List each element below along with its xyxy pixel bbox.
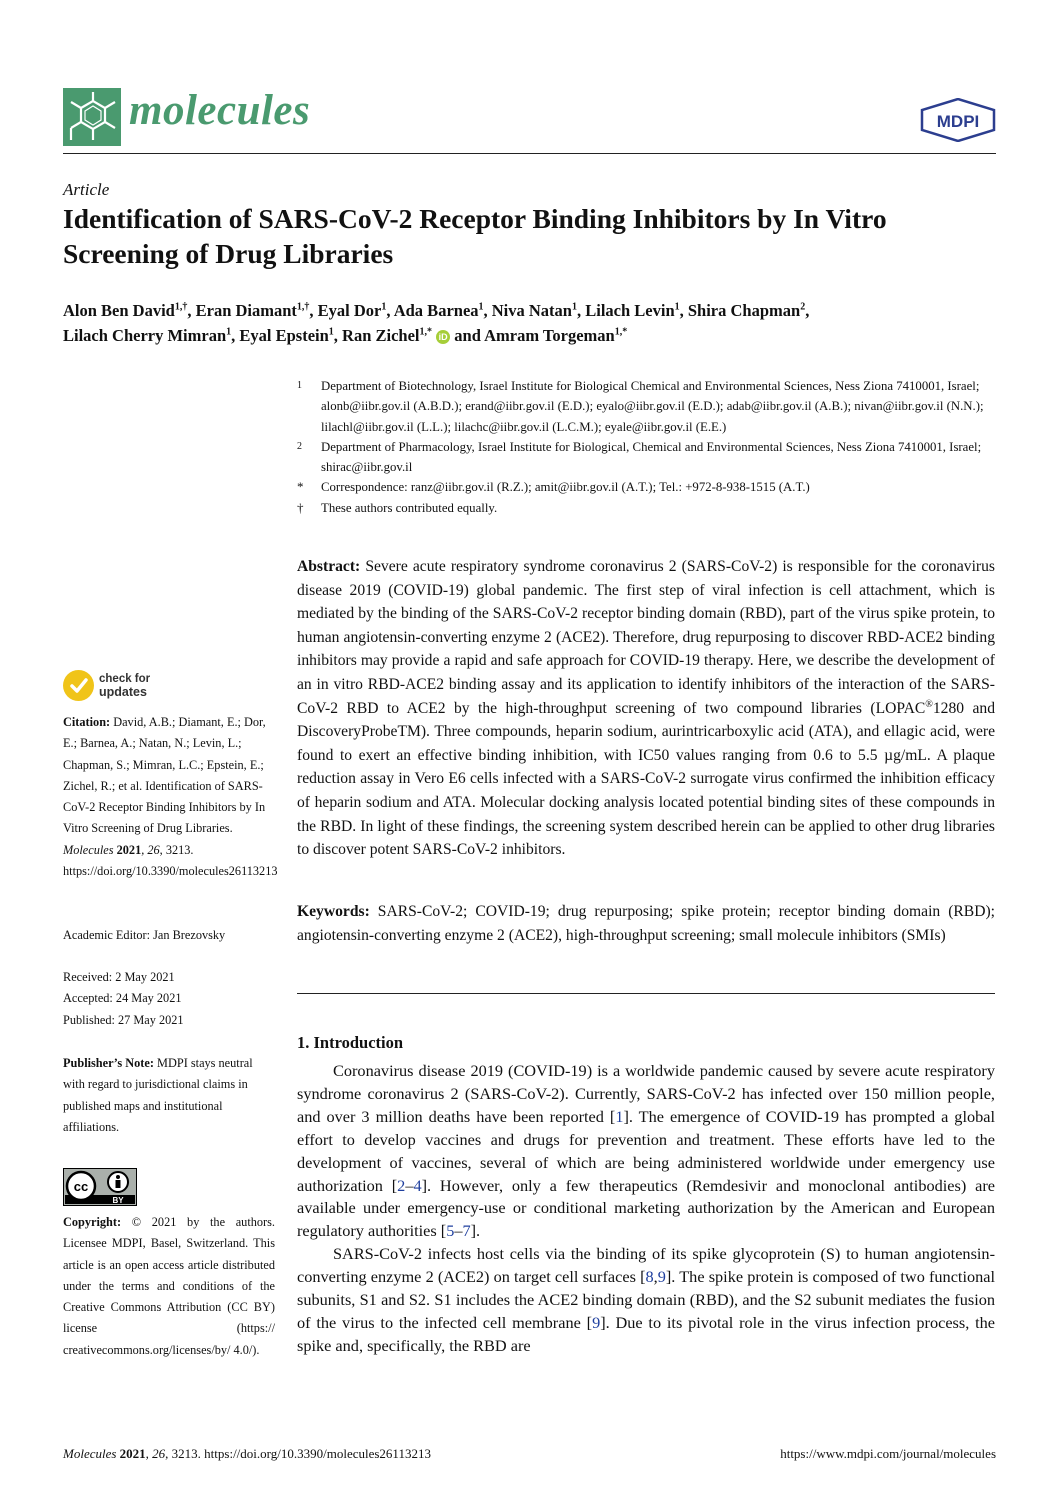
reference-separator: , bbox=[653, 1267, 658, 1287]
reference-link[interactable]: 9 bbox=[657, 1267, 666, 1287]
equal-contribution-note: These authors contributed equally. bbox=[321, 500, 498, 515]
keywords-divider bbox=[297, 993, 995, 994]
author-affiliation-marker: 1 bbox=[674, 301, 680, 313]
author-name[interactable]: Niva Natan bbox=[491, 301, 572, 320]
received-date: Received: 2 May 2021 bbox=[63, 970, 175, 984]
paragraph-text: ]. However, only a few therapeutics (Remdesivir and monoclonal antibodies) are available under emergency-use or conditional marketing authorization by the American and European regulatory authorities [ bbox=[297, 1175, 995, 1241]
molecules-journal-logo-icon bbox=[63, 88, 121, 146]
svg-text:cc: cc bbox=[73, 1179, 89, 1194]
reference-link[interactable]: 4 bbox=[413, 1175, 422, 1195]
affiliation-marker: 1 bbox=[297, 380, 302, 391]
author-separator: , bbox=[309, 301, 318, 320]
author-separator: , bbox=[333, 326, 343, 345]
publishers-note bbox=[63, 1053, 275, 1138]
copyright-text: © 2021 by the authors. Licensee MDPI, Basel, Switzerland. This article is an open access article distributed under the terms and conditions of the Creative Commons Attribution (CC BY) license (https:// creativecommons.org/licenses/by/ 4.0/). bbox=[63, 1215, 275, 1357]
orcid-icon[interactable]: iD bbox=[436, 330, 450, 344]
reference-link[interactable]: 2 bbox=[397, 1175, 406, 1195]
paragraph-text: SARS-CoV-2 infects host cells via the binding of its spike glycoprotein (S) to human angiotensin-converting enzyme 2 (ACE2) on target cell surfaces [ bbox=[297, 1244, 995, 1287]
reference-link[interactable]: 1 bbox=[615, 1106, 624, 1126]
citation-journal: Molecules bbox=[63, 842, 114, 857]
affiliation-marker: 2 bbox=[297, 440, 302, 452]
check-for-updates-line1: check for bbox=[99, 673, 151, 685]
reference-link[interactable]: 7 bbox=[462, 1221, 471, 1241]
registered-mark: ® bbox=[925, 698, 933, 710]
paragraph-text: ]. The spike protein is composed of two functional subunits, S1 and S2. S1 includes the ACE2 binding domain (RBD), and the S2 subunit mediates the fusion of the virus to the infected cell membrane [ bbox=[297, 1267, 995, 1332]
author-name[interactable]: Eyal Dor bbox=[317, 301, 382, 320]
header-divider bbox=[63, 153, 996, 154]
author-separator: , bbox=[231, 326, 240, 345]
paragraph-text: Coronavirus disease 2019 (COVID-19) is a worldwide pandemic caused by severe acute respiratory syndrome coronavirus 2 (SARS-CoV-2). Currently, SARS-CoV-2 has infected over 150 million people, and over 3 million deaths have been reported [ bbox=[297, 1061, 995, 1126]
reference-link[interactable]: 8 bbox=[645, 1267, 654, 1287]
accepted-date: Accepted: 24 May 2021 bbox=[63, 991, 182, 1006]
citation-label: Citation: bbox=[63, 715, 111, 729]
author-affiliation-marker: 2 bbox=[800, 301, 806, 313]
author-name[interactable]: Ada Barnea bbox=[393, 301, 479, 320]
affiliation-marker: * bbox=[297, 479, 304, 495]
citation-text: David, A.B.; Diamant, E.; Dor, E.; Barnea, A.; Natan, N.; Levin, L.; Chapman, S.; Mimran, L.C.; Epstein, E.; Zichel, R.; et al. Identification of SARS-CoV-2 Receptor Binding Inhibitors by In Vitro Screening of Drug Libraries. bbox=[63, 715, 266, 836]
author-affiliation-marker: 1 bbox=[571, 301, 577, 313]
affiliation-item bbox=[297, 437, 997, 478]
citation-block bbox=[63, 712, 278, 882]
author-separator: , bbox=[187, 301, 196, 320]
keywords-label: Keywords: bbox=[297, 903, 370, 920]
copyright-label: Copyright: bbox=[63, 1215, 122, 1229]
paragraph-text: ]. The emergence of COVID-19 has prompted a global effort to develop vaccines and drugs for prevention and treatment. These efforts have led to the development of vaccines, several of which are being administered worldwide under emergency use authorization [ bbox=[297, 1106, 996, 1195]
mdpi-logo-text: MDPI bbox=[936, 112, 980, 131]
reference-link[interactable]: 9 bbox=[592, 1312, 601, 1332]
footer-volume: , 26 bbox=[145, 1446, 166, 1461]
author-affiliation-marker: 1 bbox=[478, 301, 484, 313]
footer-citation bbox=[63, 1446, 431, 1462]
abstract-label: Abstract: bbox=[297, 558, 361, 575]
affiliation-item bbox=[297, 498, 997, 518]
abstract bbox=[297, 555, 995, 862]
author-name[interactable]: Shira Chapman bbox=[687, 301, 801, 320]
published-date: Published: 27 May 2021 bbox=[63, 1012, 184, 1027]
affiliation-marker: † bbox=[297, 499, 304, 515]
academic-editor: Academic Editor: Jan Brezovsky bbox=[63, 928, 226, 942]
check-for-updates-line2: updates bbox=[99, 685, 147, 699]
paragraph bbox=[297, 1060, 995, 1243]
publication-dates bbox=[63, 967, 275, 1031]
abstract-text: Severe acute respiratory syndrome coronavirus 2 (SARS-CoV-2) is responsible for the coronavirus disease 2019 (COVID-19) global pandemic. The first step of viral infection is cell attachment, which is mediated by the binding of the SARS-CoV-2 receptor binding domain (RBD), part of the virus spike protein, to human angiotensin-converting enzyme 2 (ACE2). Therefore, drug repurposing to discover RBD-ACE2 binding inhibitors may provide a rapid and safe approach for COVID-19 therapy. Here, we describe the development of an in vitro RBD-ACE2 binding assay and its application to identify inhibitors of the interaction of the SARS-CoV-2 RBD to ACE2 by the high-throughput screening of two compound libraries (LOPAC bbox=[297, 558, 995, 717]
author-affiliation-marker: 1,* bbox=[614, 326, 628, 338]
author-separator: , bbox=[805, 301, 810, 320]
author-list bbox=[63, 298, 1003, 348]
paragraph-text: ]. bbox=[470, 1221, 481, 1241]
author-affiliation-marker: 1 bbox=[226, 326, 232, 338]
author-separator: , bbox=[483, 301, 492, 320]
author-affiliation-marker: 1 bbox=[328, 326, 334, 338]
author-name[interactable]: Alon Ben David bbox=[63, 301, 175, 320]
author-name[interactable]: Lilach Cherry Mimran bbox=[63, 326, 227, 345]
footer-doi[interactable]: , 3213. https://doi.org/10.3390/molecules26113213 bbox=[165, 1446, 431, 1461]
journal-name: molecules bbox=[129, 87, 311, 134]
affiliation-text: Department of Pharmacology, Israel Institute for Biological, Chemical and Environmental Sciences, Ness Ziona 7410001, Israel; shirac@iibr.gov.il bbox=[321, 439, 982, 475]
keywords bbox=[297, 900, 995, 947]
cc-by-label: BY bbox=[112, 1196, 124, 1205]
abstract-text: 1280 and DiscoveryProbeTM). Three compounds, heparin sodium, aurintricarboxylic acid (ATA), and ellagic acid, were found to exert an effective binding inhibition, with IC50 values ranging from 0.6 to 5.5 µg/mL. A plaque reduction assay in Vero E6 cells infected with a SARS-CoV-2 surrogate virus confirmed the inhibition efficacy of heparin sodium and ATA. Molecular docking analysis located potential binding sites of these compounds in the RBD. In light of these findings, the screening system described herein can be applied to other drug libraries to discover potent SARS-CoV-2 inhibitors. bbox=[297, 699, 995, 859]
section-heading: 1. Introduction bbox=[297, 1033, 404, 1052]
reference-link[interactable]: 5 bbox=[446, 1221, 455, 1241]
keywords-text: SARS-CoV-2; COVID-19; drug repurposing; spike protein; receptor binding domain (RBD); angiotensin-converting enzyme 2 (ACE2), high-throughput screening; small molecule inhibitors (SMIs) bbox=[297, 903, 995, 944]
reference-range-dash: – bbox=[405, 1175, 414, 1195]
check-for-updates-label bbox=[99, 673, 169, 699]
publishers-note-text: MDPI stays neutral with regard to jurisdictional claims in published maps and institutional affiliations. bbox=[63, 1056, 253, 1134]
author-affiliation-marker: 1,* bbox=[419, 326, 433, 338]
paragraph bbox=[297, 1243, 995, 1358]
reference-range-dash: – bbox=[454, 1221, 463, 1241]
author-name[interactable]: Lilach Levin bbox=[585, 301, 675, 320]
paragraph-text: ]. Due to its pivotal role in the virus infection process, the spike and, specifically, the RBD are bbox=[297, 1312, 995, 1355]
introduction-body bbox=[297, 1060, 995, 1358]
affiliation-item bbox=[297, 477, 997, 497]
citation-volume: , 26 bbox=[141, 842, 160, 857]
footer-journal: Molecules bbox=[63, 1446, 117, 1461]
author-separator: , bbox=[576, 301, 586, 320]
author-name[interactable]: Eran Diamant bbox=[195, 301, 297, 320]
publishers-note-label: Publisher’s Note: bbox=[63, 1056, 154, 1070]
check-for-updates-icon bbox=[63, 670, 94, 701]
author-affiliation-marker: 1,† bbox=[174, 301, 188, 313]
author-name[interactable]: Eyal Epstein bbox=[239, 326, 329, 345]
correspondence-text: Correspondence: ranz@iibr.gov.il (R.Z.); amit@iibr.gov.il (A.T.); Tel.: +972-8-938-1515 (A.T.) bbox=[321, 480, 810, 495]
author-separator: , bbox=[679, 301, 688, 320]
mdpi-logo-icon bbox=[920, 98, 996, 142]
affiliations bbox=[297, 376, 997, 518]
footer-year: 2021 bbox=[116, 1446, 146, 1461]
citation-year: 2021 bbox=[113, 842, 142, 857]
affiliation-text: Department of Biotechnology, Israel Institute for Biological Chemical and Environmental Sciences, Ness Ziona 7410001, Israel; alonb@iibr.gov.il (A.B.D.); erand@iibr.gov.il (E.D.); eyalo@iibr.gov.il (E.D.); adab@iibr.gov.il (A.B.); nivan@iibr.gov.il (N.N.); lilachl@iibr.gov.il (L.L.); lilachc@iibr.gov.il (L.C.M.); eyale@iibr.gov.il (E.E.) bbox=[321, 379, 984, 434]
copyright-block bbox=[63, 1212, 275, 1361]
author-name[interactable]: Ran Zichel bbox=[342, 326, 420, 345]
article-title: Identification of SARS-CoV-2 Receptor Binding Inhibitors by In Vitro Screening of Drug Libraries bbox=[63, 203, 887, 269]
author-affiliation-marker: 1,† bbox=[296, 301, 310, 313]
cc-by-license-icon[interactable] bbox=[63, 1168, 137, 1206]
author-affiliation-marker: 1 bbox=[381, 301, 387, 313]
affiliation-item bbox=[297, 376, 997, 437]
footer-journal-url[interactable]: https://www.mdpi.com/journal/molecules bbox=[780, 1446, 996, 1461]
citation-doi[interactable]: , 3213. https://doi.org/10.3390/molecules26113213 bbox=[63, 842, 278, 879]
article-type: Article bbox=[63, 180, 110, 199]
author-name[interactable]: and Amram Torgeman bbox=[454, 326, 615, 345]
author-separator: , bbox=[386, 301, 394, 320]
